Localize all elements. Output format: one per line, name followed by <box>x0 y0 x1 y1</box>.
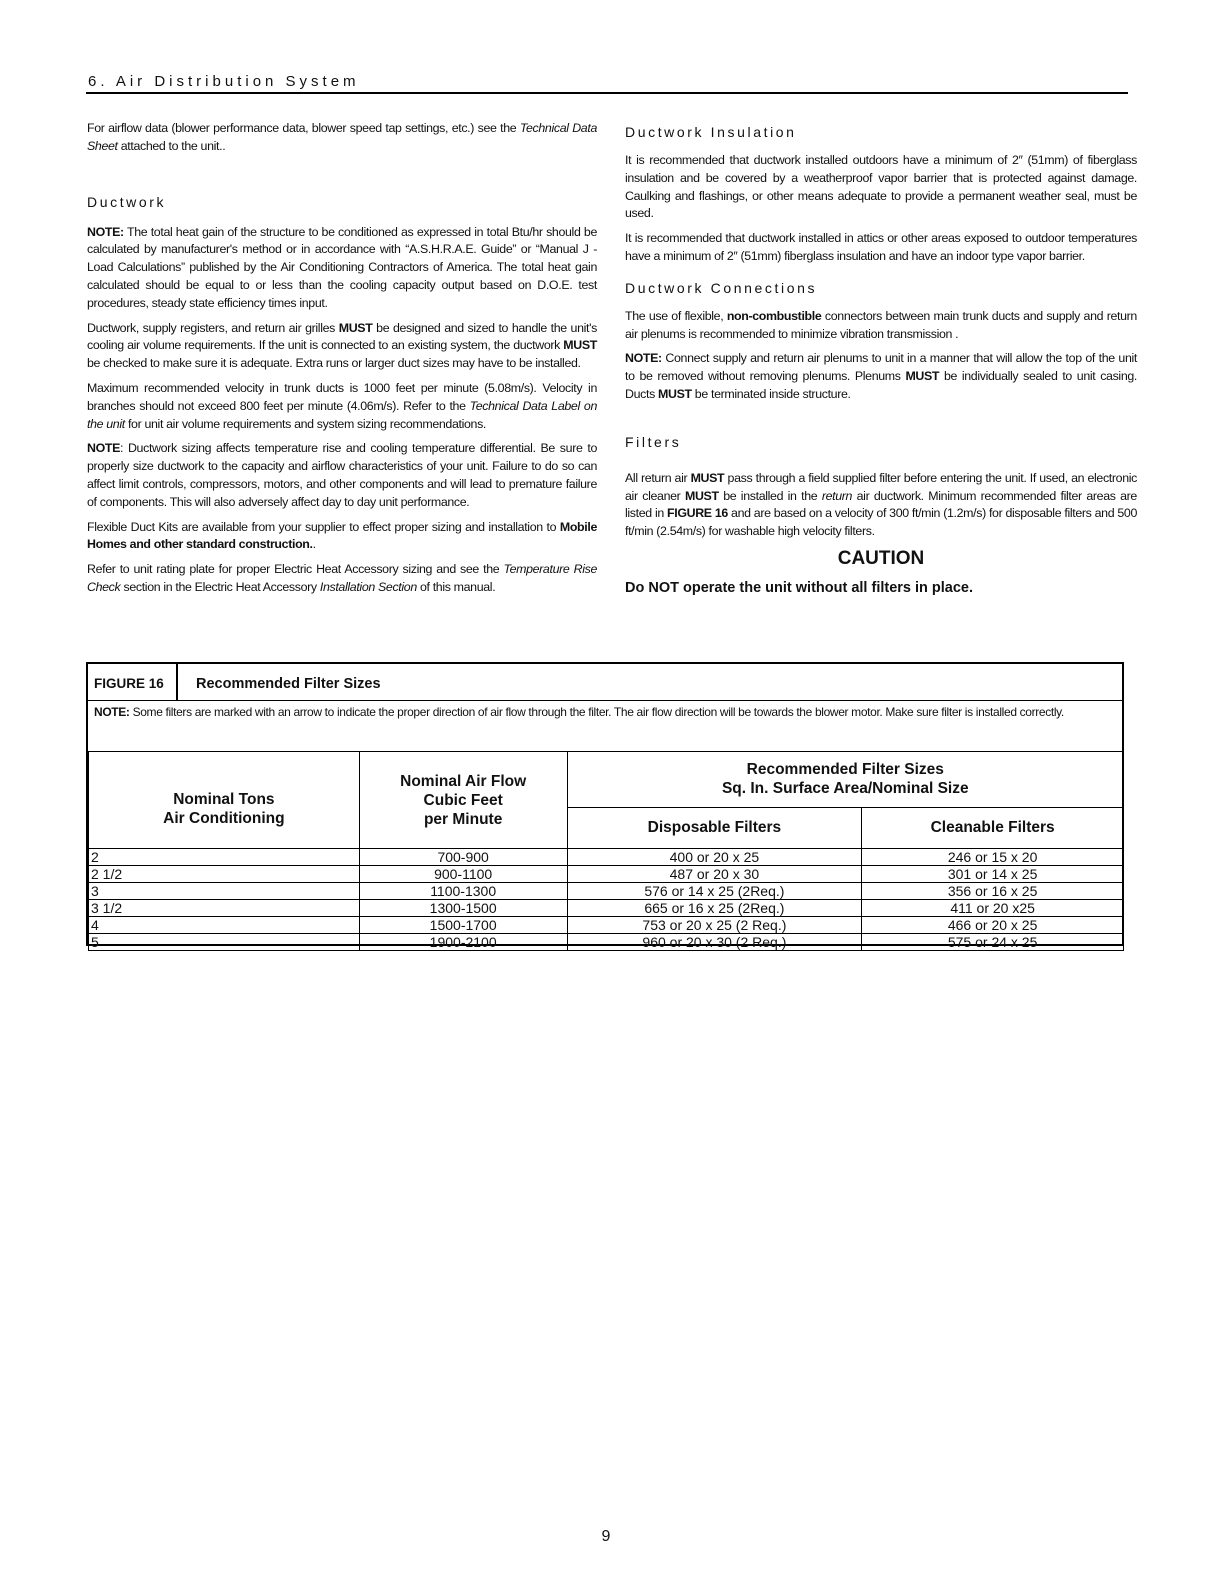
table-row <box>89 900 1124 917</box>
cell-flow: 900-1100 <box>359 866 567 883</box>
text: Flexible Duct Kits are available from your supplier to effect proper sizing and installation to <box>87 519 560 534</box>
table-row <box>89 883 1124 900</box>
must-emphasis: MUST <box>563 338 597 353</box>
must-emphasis: MUST <box>684 488 719 503</box>
table-row <box>89 917 1124 934</box>
installation-section-ref: Installation Section <box>319 579 417 594</box>
left-column <box>87 120 597 604</box>
figure-note <box>94 704 1124 721</box>
cell-cleanable: 466 or 20 x 25 <box>862 917 1124 934</box>
connections-heading: Ductwork Connections <box>625 279 818 296</box>
text: Some filters are marked with an arrow to indicate the proper direction of air flow through the filter. The air flow direction will be towards the blower motor. Make sure filter is installed correctly. <box>129 705 1064 719</box>
cell-cleanable: 356 or 16 x 25 <box>862 883 1124 900</box>
cell-flow: 1100-1300 <box>359 883 567 900</box>
text: and are based on a velocity of 300 ft/min (1.2m/s) for disposable filters and 500 ft/min (2.54m/s) for washable high velocity filters. <box>625 506 1137 539</box>
intro-paragraph <box>87 120 597 156</box>
must-emphasis: MUST <box>690 470 725 485</box>
text: For airflow data (blower performance data, blower speed tap settings, etc.) see the <box>87 121 520 135</box>
header-line: Sq. In. Surface Area/Nominal Size <box>721 780 969 798</box>
electric-heat-paragraph <box>87 561 597 597</box>
header-disposable: Disposable Filters <box>567 807 862 848</box>
text: of this manual. <box>416 579 496 594</box>
figure-header <box>88 664 1122 701</box>
header-line: Nominal Tons <box>173 791 275 808</box>
cell-cleanable: 411 or 20 x25 <box>862 900 1124 917</box>
note-label: NOTE <box>87 441 121 456</box>
header-cleanable: Cleanable Filters <box>862 807 1124 848</box>
text: be designed and sized to handle the unit's cooling air volume requirements. If the unit is connected to an existing system, the ductwork <box>87 320 597 353</box>
header-recommended <box>567 752 1123 808</box>
text: The use of flexible, <box>625 308 727 323</box>
text: The total heat gain of the structure to be conditioned as expressed in total Btu/hr should be calculated by manufacturer's method or in accordance with “A.S.H.R.A.E. Guide” or “Manual J - Load Calculations” published by the Air Conditioning Contractors of America. The total heat gain calculated should be equal to or less than the cooling capacity output based on D.O.E. test procedures, steady state efficiency times input. <box>87 224 597 310</box>
cell-flow: 1500-1700 <box>359 917 567 934</box>
cell-cleanable: 575 or 24 x 25 <box>862 934 1124 951</box>
caution-text: Do NOT operate the unit without all filters in place. <box>625 579 974 596</box>
text: Refer to unit rating plate for proper Electric Heat Accessory sizing and see the <box>87 562 504 577</box>
cell-disposable: 960 or 20 x 30 (2 Req.) <box>567 934 862 951</box>
right-column <box>625 120 1137 596</box>
cell-disposable: 487 or 20 x 30 <box>567 866 862 883</box>
insulation-paragraph-2: It is recommended that ductwork installed in attics or other areas exposed to outdoor temperatures have a minimum of 2″ (51mm) fiberglass insulation and have an indoor type vapor barrier. <box>625 231 1137 263</box>
text: be installed in the <box>718 488 822 503</box>
connections-paragraph-1 <box>625 308 1137 344</box>
header-line: Air Conditioning <box>163 810 285 827</box>
page-number: 9 <box>601 1528 611 1545</box>
header-line: Recommended Filter Sizes <box>746 761 944 779</box>
insulation-paragraph-1: It is recommended that ductwork installed outdoors have a minimum of 2″ (51mm) of fiberglass insulation and be covered by a weatherproof vapor barrier that is protected against damage. Caulking and flashings, or other means adequate to provide a permanent weather seal, must be used. <box>625 153 1137 221</box>
note-label: NOTE: <box>87 224 124 239</box>
must-emphasis: MUST <box>658 386 692 401</box>
section-title: 6. Air Distribution System <box>88 73 360 90</box>
text: All return air <box>625 470 691 485</box>
cell-cleanable: 246 or 15 x 20 <box>862 849 1124 866</box>
text: Ductwork, supply registers, and return air grilles <box>87 320 339 335</box>
cell-flow: 1900-2100 <box>359 934 567 951</box>
cell-disposable: 753 or 20 x 25 (2 Req.) <box>567 917 862 934</box>
must-emphasis: MUST <box>905 369 940 384</box>
text: for unit air volume requirements and system sizing recommendations. <box>124 416 487 431</box>
text: be terminated inside structure. <box>691 386 851 401</box>
mobile-homes-emphasis: Mobile Homes and other standard construction. <box>87 519 597 552</box>
flex-duct-paragraph <box>87 519 597 555</box>
figure-title: Recommended Filter Sizes <box>196 676 381 692</box>
cell-flow: 700-900 <box>359 849 567 866</box>
text: be individually sealed to unit casing. Ducts <box>625 369 1137 401</box>
section-header <box>86 72 1128 94</box>
ductwork-note-paragraph <box>87 224 597 313</box>
header-line: Cubic Feet <box>423 791 503 809</box>
text: connectors between main trunk ducts and supply and return air plenums is recommended to minimize vibration transmission . <box>625 308 1137 341</box>
caution-title: CAUTION <box>837 547 925 569</box>
text: attached to the unit.. <box>117 138 226 153</box>
header-nominal-tons <box>89 752 360 849</box>
cell-tons: 3 1/2 <box>89 900 360 917</box>
figure-16 <box>86 662 1124 950</box>
table-row <box>89 849 1124 866</box>
text: be checked to make sure it is adequate. Extra runs or larger duct sizes may have to be installed. <box>87 356 581 371</box>
cell-tons: 2 <box>89 849 360 866</box>
filters-heading: Filters <box>625 433 682 450</box>
sizing-note-paragraph <box>87 440 597 511</box>
cell-flow: 1300-1500 <box>359 900 567 917</box>
table-row <box>89 934 1124 951</box>
non-combustible-emphasis: non-combustible <box>726 308 822 323</box>
note-label: NOTE: <box>625 351 662 366</box>
text: : Ductwork sizing affects temperature rise and cooling temperature differential. Be sure to properly size ductwork to the capacity and airflow characteristics of your unit. Failure to do so can affect limit controls, compressors, motors, and other components and will lead to premature failure of components. This will also adversely affect day to day unit performance. <box>87 441 597 509</box>
text: section in the Electric Heat Accessory <box>120 579 320 594</box>
header-line: Nominal Air Flow <box>400 772 527 790</box>
table-header-row <box>89 752 1124 808</box>
cell-tons: 4 <box>89 917 360 934</box>
text: pass through a field supplied filter before entering the unit. If used, an electronic air cleaner <box>625 470 1137 503</box>
ductwork-heading: Ductwork <box>87 193 167 210</box>
filters-paragraph <box>625 470 1137 541</box>
text: air ductwork. Minimum recommended filter areas are listed in <box>625 488 1137 521</box>
velocity-paragraph <box>87 380 597 433</box>
insulation-heading: Ductwork Insulation <box>625 124 797 140</box>
note-label: NOTE: <box>94 705 130 719</box>
text: . <box>312 537 316 552</box>
text: Connect supply and return air plenums to unit in a manner that will allow the top of the unit to be removed without removing plenums. Plenums <box>625 351 1137 384</box>
cell-disposable: 576 or 14 x 25 (2Req.) <box>567 883 862 900</box>
technical-data-sheet-ref: Technical Data Sheet <box>87 121 597 153</box>
cell-tons: 5 <box>89 934 360 951</box>
figure-label: FIGURE 16 <box>88 664 178 700</box>
table-row <box>89 866 1124 883</box>
ductwork-must-paragraph <box>87 320 597 373</box>
filter-sizes-table <box>88 751 1124 951</box>
technical-data-label-ref: Technical Data Label on the unit <box>87 398 597 431</box>
figure-16-ref: FIGURE 16 <box>667 506 728 521</box>
cell-tons: 3 <box>89 883 360 900</box>
temperature-rise-check-ref: Temperature Rise Check <box>87 562 597 594</box>
cell-cleanable: 301 or 14 x 25 <box>862 866 1124 883</box>
return-emphasis: return <box>821 488 853 503</box>
must-emphasis: MUST <box>338 320 373 335</box>
header-air-flow <box>359 752 567 849</box>
cell-disposable: 400 or 20 x 25 <box>567 849 862 866</box>
connections-paragraph-2 <box>625 350 1137 403</box>
header-line: per Minute <box>423 810 503 828</box>
cell-disposable: 665 or 16 x 25 (2Req.) <box>567 900 862 917</box>
text: Maximum recommended velocity in trunk ducts is 1000 feet per minute (5.08m/s). Velocity in branches should not exceed 800 feet per minute (4.06m/s). Refer to the <box>87 380 597 413</box>
cell-tons: 2 1/2 <box>89 866 360 883</box>
